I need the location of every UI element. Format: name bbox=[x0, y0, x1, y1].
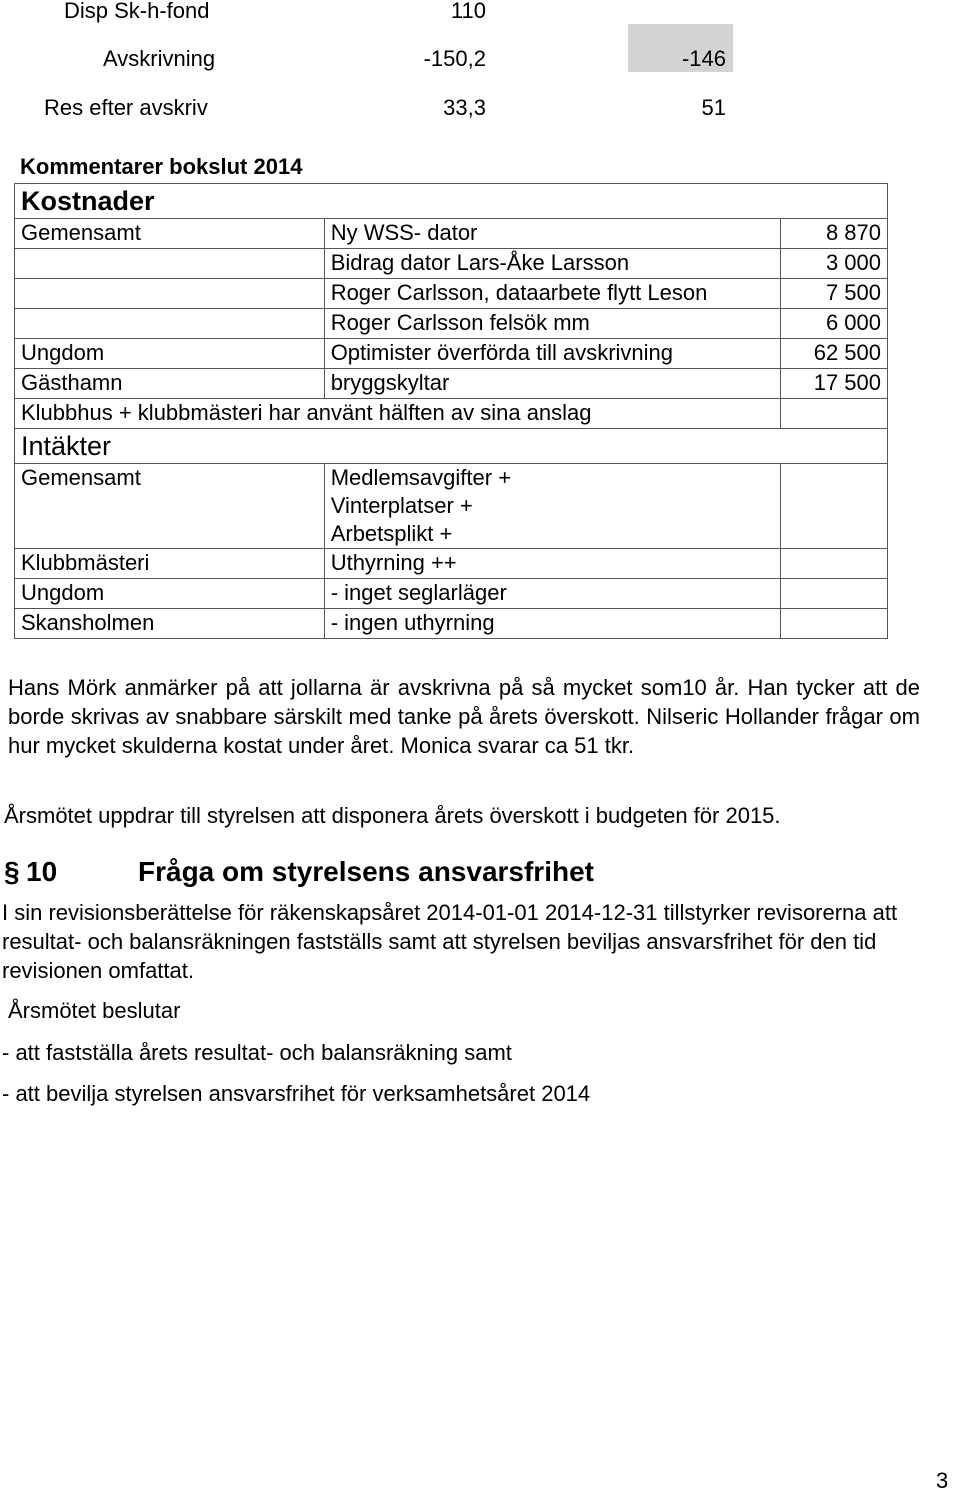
fin-value1-res: 33,3 bbox=[443, 95, 486, 120]
income-line: - inget seglarläger bbox=[324, 579, 781, 609]
cost-amount: 17 500 bbox=[781, 369, 888, 399]
comments-title: Kommentarer bokslut 2014 bbox=[20, 154, 303, 179]
income-line: Medlemsavgifter + bbox=[330, 465, 512, 490]
section-number: 10 bbox=[26, 856, 58, 887]
income-category: Skansholmen bbox=[15, 609, 325, 639]
cost-category: Ungdom bbox=[15, 339, 325, 369]
income-category: Klubbmästeri bbox=[15, 549, 325, 579]
cost-amount: 7 500 bbox=[781, 279, 888, 309]
costs-heading: Kostnader bbox=[15, 184, 888, 219]
fin-value2-res: 51 bbox=[701, 95, 726, 120]
income-lines bbox=[324, 464, 781, 549]
page-number: 3 bbox=[936, 1468, 949, 1493]
cost-category bbox=[15, 279, 325, 309]
cost-item: Roger Carlsson felsök mm bbox=[324, 309, 781, 339]
cost-amount: 3 000 bbox=[781, 249, 888, 279]
decision-heading: Årsmötet beslutar bbox=[8, 998, 181, 1023]
income-category: Ungdom bbox=[15, 579, 325, 609]
fin-value2-avskrivning: -146 bbox=[681, 46, 726, 71]
cost-category: Gästhamn bbox=[15, 369, 325, 399]
income-category: Gemensamt bbox=[15, 464, 325, 549]
cost-item: Roger Carlsson, dataarbete flytt Leson bbox=[324, 279, 781, 309]
cost-item: Bidrag dator Lars-Åke Larsson bbox=[324, 249, 781, 279]
income-line: - ingen uthyrning bbox=[324, 609, 781, 639]
table-row bbox=[15, 464, 888, 549]
table-row bbox=[15, 339, 888, 369]
table-row bbox=[15, 249, 888, 279]
table-row bbox=[15, 549, 888, 579]
clubhouse-note-row bbox=[15, 399, 888, 429]
fin-label-disp: Disp Sk-h-fond bbox=[64, 0, 210, 23]
table-row bbox=[15, 369, 888, 399]
decision-surplus: Årsmötet uppdrar till styrelsen att disponera årets överskott i budgeten för 2015. bbox=[4, 803, 781, 828]
cost-amount: 6 000 bbox=[781, 309, 888, 339]
empty-cell bbox=[781, 464, 888, 549]
table-row bbox=[15, 579, 888, 609]
audit-paragraph: I sin revisionsberättelse för räkenskapsåret 2014-01-01 2014-12-31 tillstyrker revisorerna att resultat- och balansräkningen fastställs samt att styrelsen beviljas ansvarsfrihet för den tid revisionen omfattat. bbox=[2, 900, 898, 983]
income-heading: Intäkter bbox=[15, 429, 888, 464]
empty-cell bbox=[781, 609, 888, 639]
income-line: Vinterplatser + bbox=[330, 493, 473, 518]
cost-category: Gemensamt bbox=[15, 219, 325, 249]
table-row bbox=[15, 609, 888, 639]
empty-cell bbox=[781, 399, 888, 429]
costs-heading-row bbox=[15, 184, 888, 219]
fin-label-res: Res efter avskriv bbox=[44, 95, 208, 120]
discussion-paragraph: Hans Mörk anmärker på att jollarna är avskrivna på så mycket som10 år. Han tycker att de borde skrivas av snabbare särskilt med tanke på årets överskott. Nilseric Hollander frågar om hur mycket skulderna kostat under året. Monica svarar ca 51 tkr. bbox=[8, 675, 920, 758]
section-title: Fråga om styrelsens ansvarsfrihet bbox=[138, 856, 594, 887]
income-heading-row bbox=[15, 429, 888, 464]
income-line: Arbetsplikt + bbox=[330, 521, 453, 546]
table-row bbox=[15, 309, 888, 339]
costs-income-table bbox=[14, 183, 888, 639]
section-heading bbox=[4, 856, 594, 888]
clubhouse-note: Klubbhus + klubbmästeri har använt hälften av sina anslag bbox=[15, 399, 781, 429]
cost-item: bryggskyltar bbox=[324, 369, 781, 399]
table-row bbox=[15, 279, 888, 309]
cost-item: Optimister överförda till avskrivning bbox=[324, 339, 781, 369]
cost-category bbox=[15, 309, 325, 339]
empty-cell bbox=[781, 579, 888, 609]
decision-item: - att fastställa årets resultat- och balansräkning samt bbox=[2, 1040, 512, 1065]
income-line: Uthyrning ++ bbox=[324, 549, 781, 579]
cost-category bbox=[15, 249, 325, 279]
empty-cell bbox=[781, 549, 888, 579]
table-row bbox=[15, 219, 888, 249]
fin-value1-disp: 110 bbox=[450, 0, 486, 23]
decision-item: - att bevilja styrelsen ansvarsfrihet för verksamhetsåret 2014 bbox=[2, 1081, 591, 1106]
cost-amount: 62 500 bbox=[781, 339, 888, 369]
fin-label-avskrivning: Avskrivning bbox=[103, 46, 216, 71]
cost-amount: 8 870 bbox=[781, 219, 888, 249]
cost-item: Ny WSS- dator bbox=[324, 219, 781, 249]
section-symbol: § bbox=[4, 856, 20, 887]
fin-value1-avskrivning: -150,2 bbox=[423, 46, 486, 71]
